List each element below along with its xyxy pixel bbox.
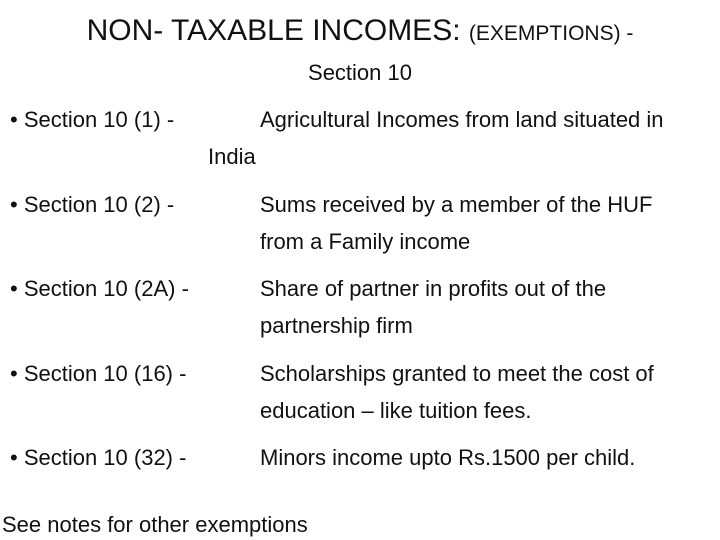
title-main-text: NON- TAXABLE INCOMES: — [86, 14, 461, 47]
section-description: Minors income upto Rs.1500 per child. — [260, 445, 636, 470]
section-label: • Section 10 (2) - — [10, 192, 175, 217]
section-description: Share of partner in profits out of the partnership firm — [260, 276, 607, 338]
section-label: • Section 10 (1) - — [10, 107, 175, 132]
section-description: Agricultural Incomes from land situated in India — [208, 107, 664, 169]
section-label: • Section 10 (16) - — [10, 361, 187, 386]
section-label: • Section 10 (32) - — [10, 445, 187, 470]
section-description: Sums received by a member of the HUF from a Family income — [260, 192, 653, 254]
footer-note: See notes for other exemptions — [2, 512, 308, 537]
slide-subtitle: Section 10 — [308, 60, 412, 85]
slide-title — [0, 14, 720, 48]
title-paren-text: (EXEMPTIONS) - — [468, 22, 634, 45]
section-label: • Section 10 (2A) - — [10, 276, 189, 301]
section-description: Scholarships granted to meet the cost of education – like tuition fees. — [260, 361, 654, 423]
